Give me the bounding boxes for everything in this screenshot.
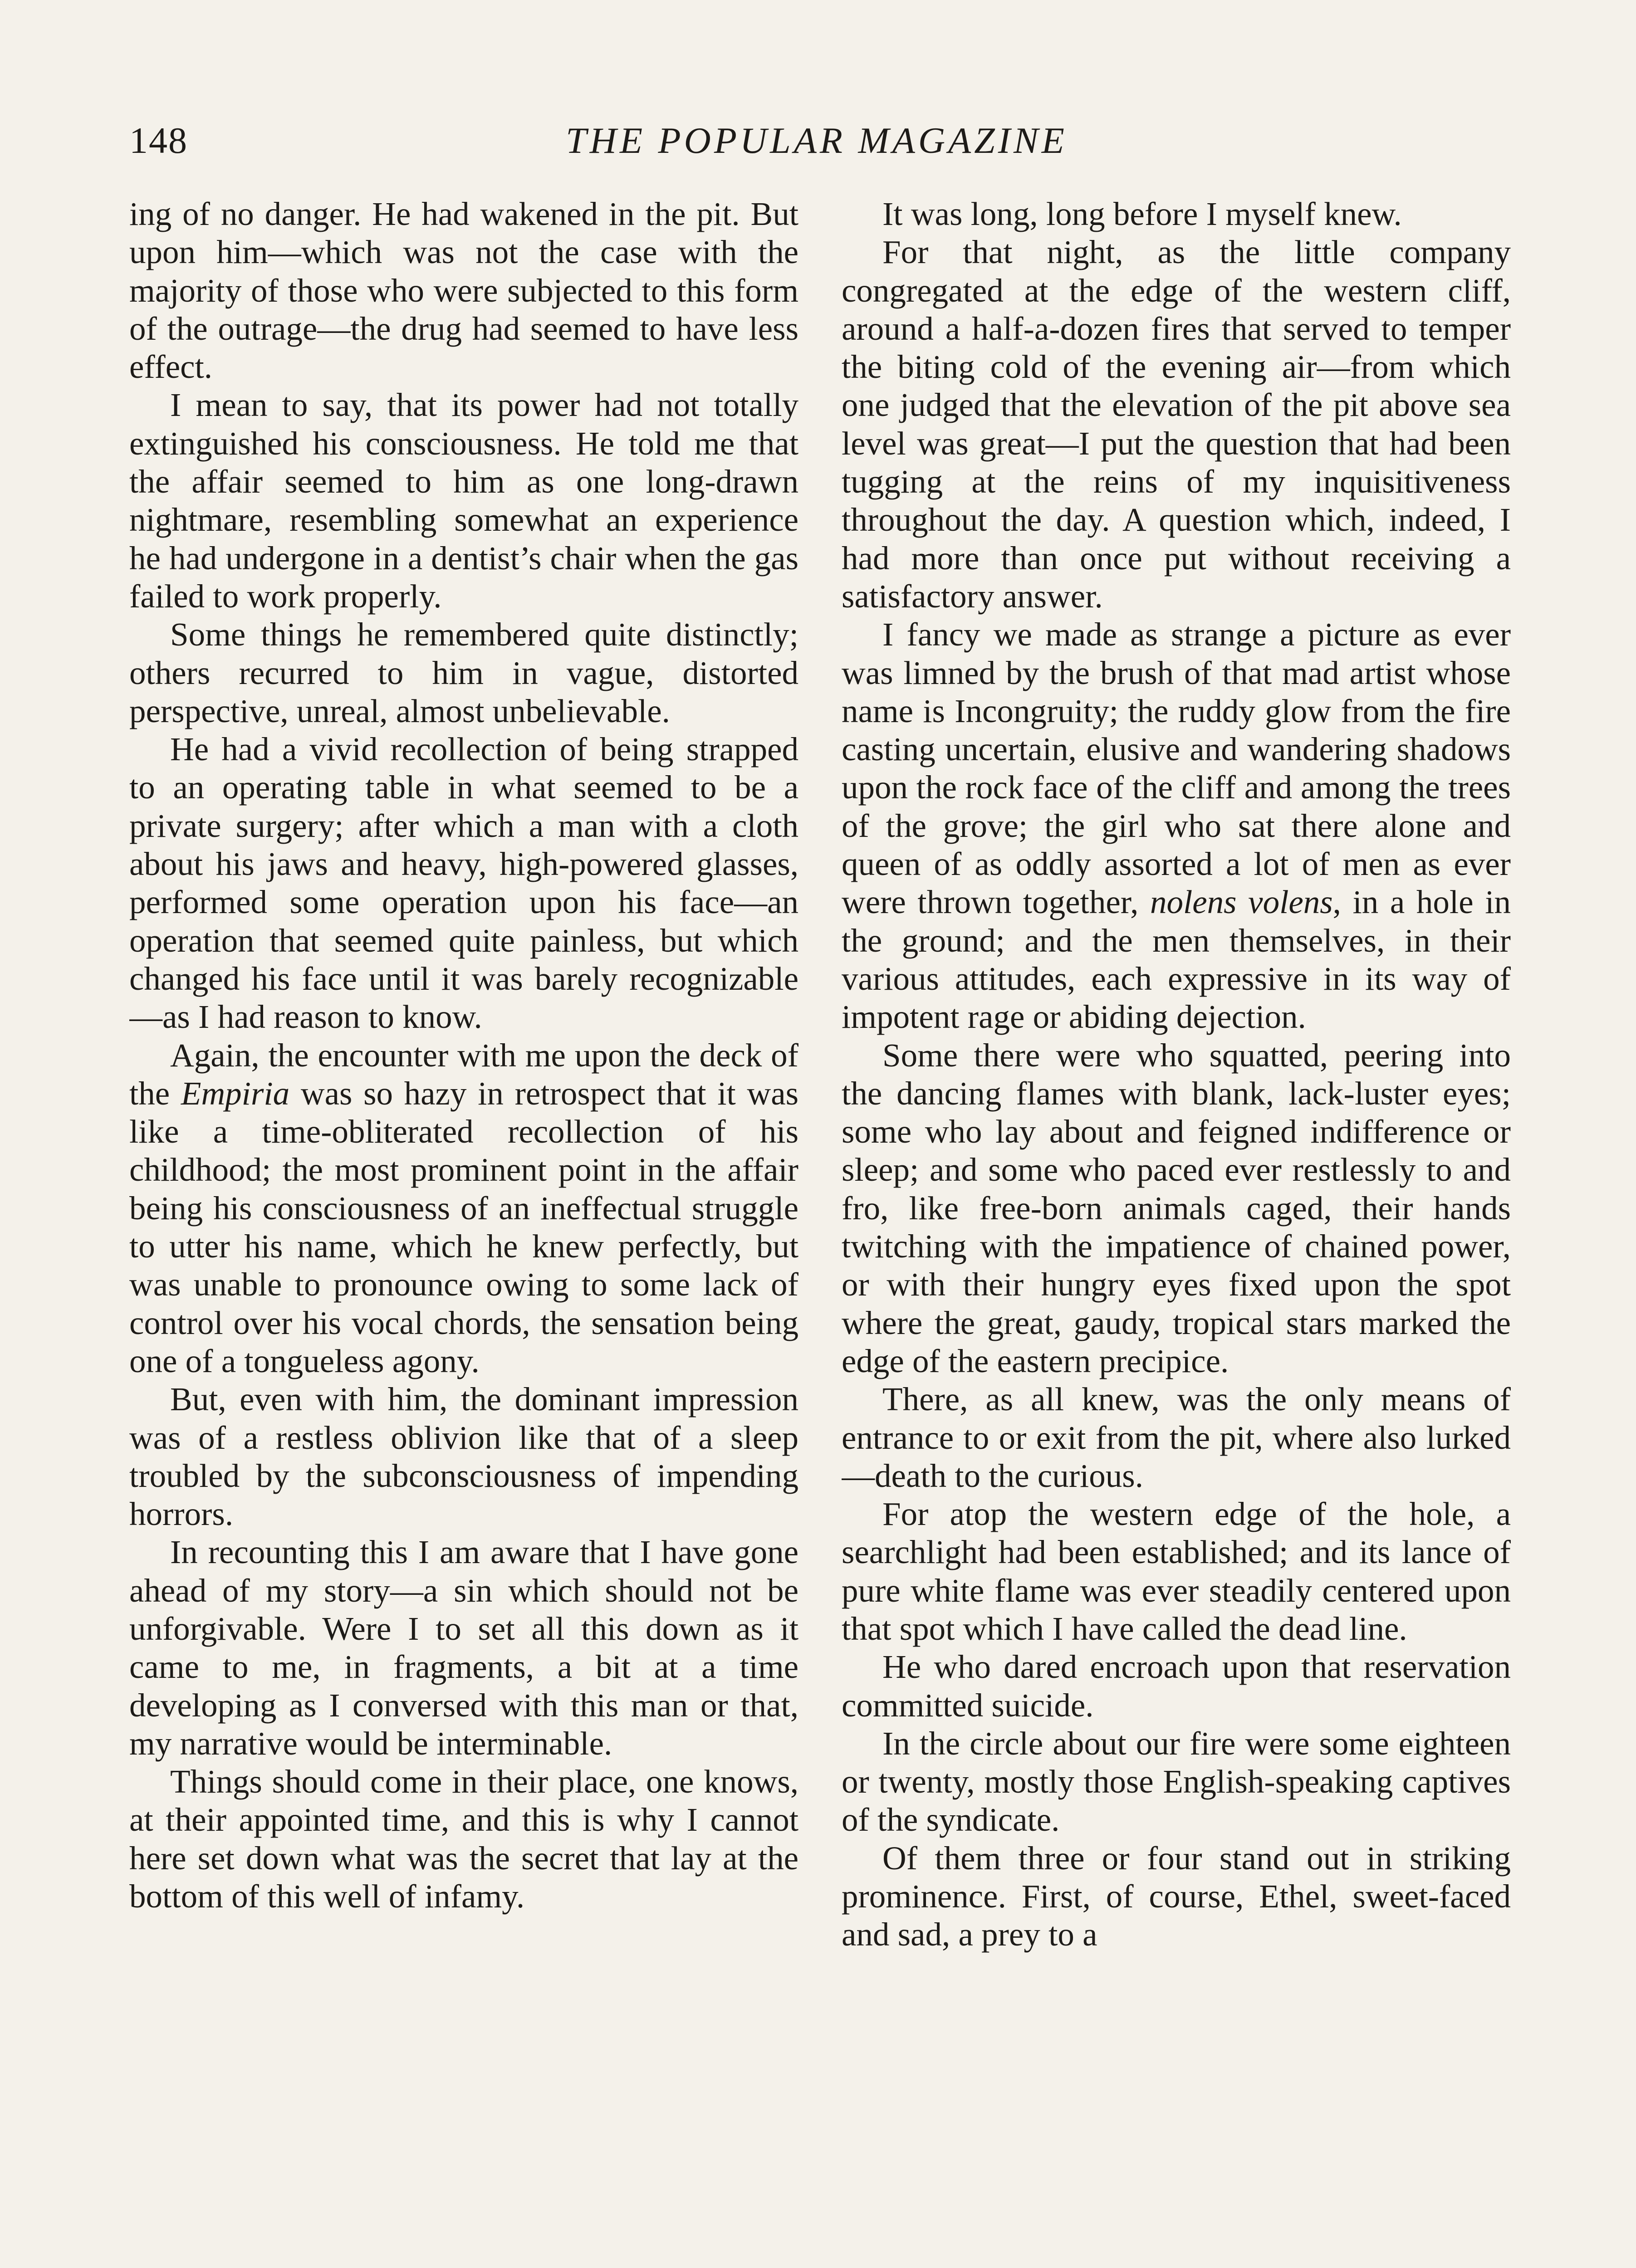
- paragraph: I fancy we made as strange a picture as ever was limned by the brush of that mad artist whose name is Incongruity; the ruddy glow from the fire casting uncertain, elusive and wandering shadows upon the rock face of the cliff and among the trees of the grove; the girl who sat there alone and queen of as oddly assorted a lot of men as ever were thrown together, nolens volens, in a hole in the ground; and the men themselves, in their various attitudes, each expressive in its way of impotent rage or abiding dejection.: [842, 616, 1511, 1036]
- paragraph: In the circle about our fire were some eighteen or twenty, mostly those English-speaking captives of the syndicate.: [842, 1725, 1511, 1838]
- paragraph: Again, the encounter with me upon the deck of the Empiria was so hazy in retrospect that it was like a time-obliterated recollection of his childhood; the most prominent point in the affair being his consciousness of an ineffectual struggle to utter his name, which he knew perfectly, but was unable to pronounce owing to some lack of control over his vocal chords, the sensation being one of a tongueless agony.: [129, 1036, 798, 1379]
- paragraph: Of them three or four stand out in striking prominence. First, of course, Ethel, sweet-faced and sad, a prey to a: [842, 1839, 1511, 1953]
- italic-text: Empiria: [181, 1075, 290, 1112]
- paragraph: I mean to say, that its power had not totally extinguished his consciousness. He told me that the affair seemed to him as one long-drawn nightmare, resembling somewhat an experience he had undergone in a dentist’s chair when the gas failed to work properly.: [129, 386, 798, 615]
- page-number: 148: [129, 120, 188, 161]
- paragraph: He had a vivid recollection of being strapped to an operating table in what seemed to be a private surgery; after which a man with a cloth about his jaws and heavy, high-powered glasses, performed some operation upon his face—an operation that seemed quite painless, but which changed his face until it was barely recognizable—as I had reason to know.: [129, 731, 798, 1036]
- right-column: [842, 195, 1511, 2254]
- paragraph: It was long, long before I myself knew.: [882, 196, 1402, 232]
- paragraph: There, as all knew, was the only means of entrance to or exit from the pit, where also lurked—death to the curious.: [842, 1381, 1511, 1494]
- paragraph: He who dared encroach upon that reservation committed suicide.: [842, 1648, 1511, 1724]
- paragraph: For atop the western edge of the hole, a searchlight had been established; and its lance of pure white flame was ever steadily centered upon that spot which I have called the dead line.: [842, 1496, 1511, 1647]
- italic-text: nolens volens: [1150, 884, 1333, 921]
- paragraph: Things should come in their place, one knows, at their appointed time, and this is why I cannot here set down what was the secret that lay at the bottom of this well of infamy.: [129, 1763, 798, 1915]
- paragraph: For that night, as the little company congregated at the edge of the western cliff, around a half-a-dozen fires that served to temper the biting cold of the evening air—from which one judged that the elevation of the pit above sea level was great—I put the question that had been tugging at the reins of my inquisitiveness throughout the day. A question which, indeed, I had more than once put without receiving a satisfactory answer.: [842, 234, 1511, 615]
- left-column: [129, 195, 798, 2254]
- paragraph: ing of no danger. He had wakened in the pit. But upon him—which was not the case with the majority of those who were subjected to this form of the outrage—the drug had seemed to have less effect.: [129, 196, 798, 386]
- paragraph: Some there were who squatted, peering into the dancing flames with blank, lack-luster eyes; some who lay about and feigned indifference or sleep; and some who paced ever restlessly to and fro, like free-born animals caged, their hands twitching with the impatience of chained power, or with their hungry eyes fixed upon the spot where the great, gaudy, tropical stars marked the edge of the eastern precipice.: [842, 1036, 1511, 1379]
- page-header: [129, 113, 1504, 168]
- paragraph: Some things he remembered quite distinctly; others recurred to him in vague, distorted perspective, unreal, almost unbelievable.: [129, 616, 798, 729]
- paragraph: In recounting this I am aware that I have gone ahead of my story—a sin which should not be unforgivable. Were I to set all this down as it came to me, in fragments, a bit at a time developing as I conversed with this man or that, my narrative would be interminable.: [129, 1534, 798, 1762]
- running-title: THE POPULAR MAGAZINE: [566, 120, 1068, 161]
- paragraph: But, even with him, the dominant impression was of a restless oblivion like that of a sleep troubled by the subconsciousness of impending horrors.: [129, 1381, 798, 1533]
